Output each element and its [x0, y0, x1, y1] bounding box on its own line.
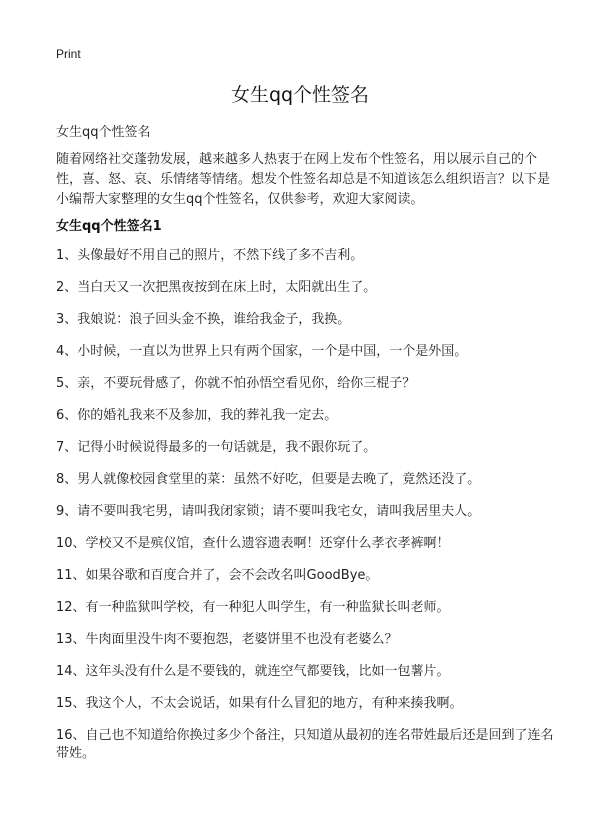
list-item: 2、当白天又一次把黑夜按到在床上时，太阳就出生了。 — [56, 280, 377, 295]
page-subtitle: 女生qq个性签名 — [56, 125, 151, 140]
list-item: 11、如果谷歌和百度合并了，会不会改名叫GoodBye。 — [56, 568, 379, 583]
list-item: 3、我娘说：浪子回头金不换，谁给我金子，我换。 — [56, 312, 351, 327]
page-title: 女生qq个性签名 — [230, 84, 370, 106]
list-item: 8、男人就像校园食堂里的菜：虽然不好吃，但要是去晚了，竟然还没了。 — [56, 472, 481, 487]
list-item: 4、小时候，一直以为世界上只有两个国家，一个是中国，一个是外国。 — [56, 344, 468, 359]
print-label: Print — [56, 47, 81, 61]
intro-paragraph: 随着网络社交蓬勃发展，越来越多人热衷于在网上发布个性签名，用以展示自己的个性，喜、怒、哀、乐情绪等情绪。想发个性签名却总是不知道该怎么组织语言？以下是小编帮大家整理的女生qq个性签名，仅供参考，欢迎大家阅读。 — [56, 152, 551, 207]
list-item: 15、我这个人，不太会说话，如果有什么冒犯的地方，有种来揍我啊。 — [56, 696, 463, 711]
list-item: 13、牛肉面里没牛肉不要抱怨，老婆饼里不也没有老婆么？ — [56, 632, 398, 647]
list-item: 16、自己也不知道给你换过多少个备注，只知道从最初的连名带姓最后还是回到了连名带姓。 — [56, 728, 554, 761]
signature-list — [56, 247, 554, 767]
list-item: 6、你的婚礼我来不及参加，我的葬礼我一定去。 — [56, 408, 338, 423]
list-item: 12、有一种监狱叫学校，有一种犯人叫学生，有一种监狱长叫老师。 — [56, 600, 450, 615]
list-item: 5、亲，不要玩骨感了，你就不怕孙悟空看见你，给你三棍子？ — [56, 376, 416, 391]
list-item: 10、学校又不是殡仪馆，查什么遗容遗表啊！还穿什么孝衣孝裤啊！ — [56, 536, 450, 551]
list-item: 1、头像最好不用自己的照片，不然下线了多不吉利。 — [56, 248, 364, 263]
list-item: 9、请不要叫我宅男，请叫我闭家锁；请不要叫我宅女，请叫我居里夫人。 — [56, 504, 481, 519]
list-item: 14、这年头没有什么是不要钱的，就连空气都要钱，比如一包薯片。 — [56, 664, 450, 679]
list-item: 7、记得小时候说得最多的一句话就是，我不跟你玩了。 — [56, 440, 377, 455]
section-heading: 女生qq个性签名1 — [56, 219, 162, 234]
